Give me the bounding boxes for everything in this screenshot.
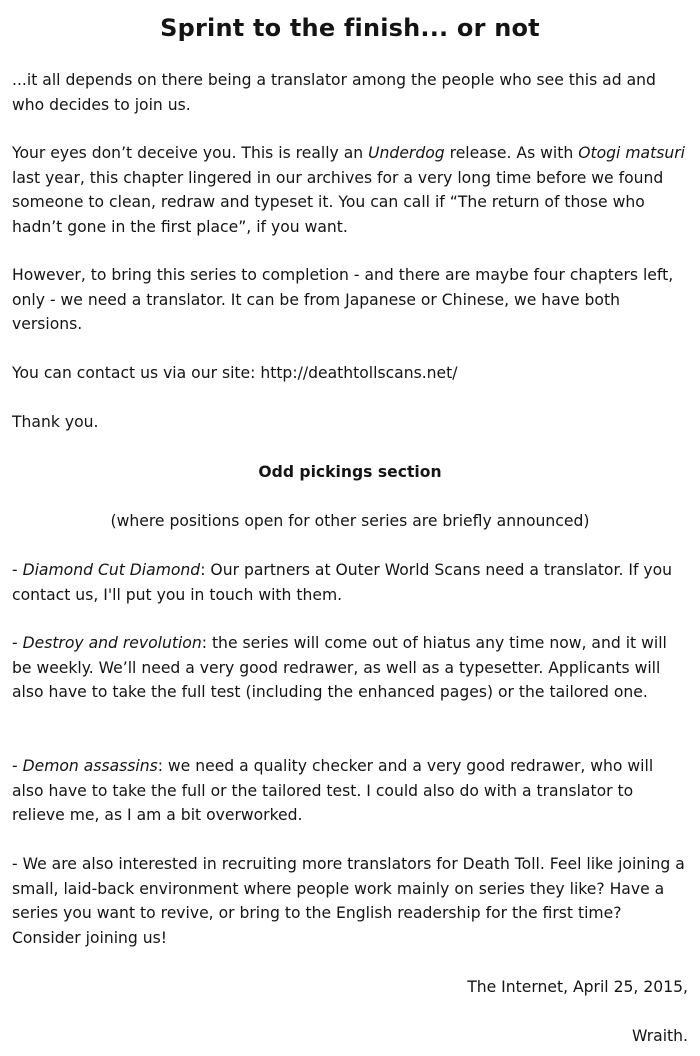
- section-heading: Odd pickings section: [258, 463, 442, 481]
- release-text-2: release. As with: [444, 144, 579, 162]
- item-series-name: Diamond Cut Diamond: [22, 561, 201, 579]
- series-name-otogi-matsuri: Otogi matsuri: [578, 144, 685, 162]
- release-text-1: Your eyes don’t deceive you. This is really an: [12, 144, 369, 162]
- contact-paragraph: You can contact us via our site: http://deathtollscans.net/: [12, 364, 458, 382]
- release-paragraph: [12, 141, 688, 239]
- translator-needed-paragraph: However, to bring this series to completion - and there are maybe four chapters left, only - we need a translator. It can be from Japanese or Chinese, we have both versions.: [12, 266, 674, 334]
- item-text: : Our partners at Outer World Scans need a translator. If you contact us, I'll put you in touch with them.: [12, 561, 673, 604]
- list-item-destroy-and-revolution: [12, 631, 688, 705]
- item-series-name: Demon assassins: [22, 757, 158, 775]
- signoff-name: Wraith.: [632, 1027, 688, 1045]
- release-text-3: last year, this chapter lingered in our archives for a very long time before we found someone to clean, redraw and typeset it. You can call if “The return of those who hadn’t gone in the first place”, if you want.: [12, 168, 664, 236]
- thank-you-paragraph: Thank you.: [12, 413, 99, 431]
- signoff-place-date: The Internet, April 25, 2015,: [467, 978, 688, 996]
- series-name-underdog: Underdog: [368, 144, 445, 162]
- page-title: Sprint to the finish... or not: [160, 14, 540, 42]
- section-subheading: (where positions open for other series are briefly announced): [110, 512, 590, 530]
- item-dash: -: [12, 561, 23, 579]
- item-text: - We are also interested in recruiting more translators for Death Toll. Feel like joining a small, laid-back environment where people work mainly on series they like? Have a series you want to revive, or bring to the English readership for the first time? Consider joining us!: [12, 855, 685, 947]
- item-text: : the series will come out of hiatus any time now, and it will be weekly. We’ll need a very good redrawer, as well as a typesetter. Applicants will also have to take the full test (including the enhanced pages) or the tailored one.: [12, 634, 667, 702]
- item-dash: -: [12, 634, 23, 652]
- item-text: : we need a quality checker and a very good redrawer, who will also have to take the full or the tailored test. I could also do with a translator to relieve me, as I am a bit overworked.: [12, 757, 654, 825]
- item-series-name: Destroy and revolution: [22, 634, 202, 652]
- intro-paragraph: ...it all depends on there being a translator among the people who see this ad and who decides to join us.: [12, 71, 656, 114]
- list-item-diamond-cut-diamond: [12, 558, 688, 607]
- item-dash: -: [12, 757, 23, 775]
- list-item-demon-assassins: [12, 754, 688, 828]
- list-item-recruiting: [12, 852, 688, 950]
